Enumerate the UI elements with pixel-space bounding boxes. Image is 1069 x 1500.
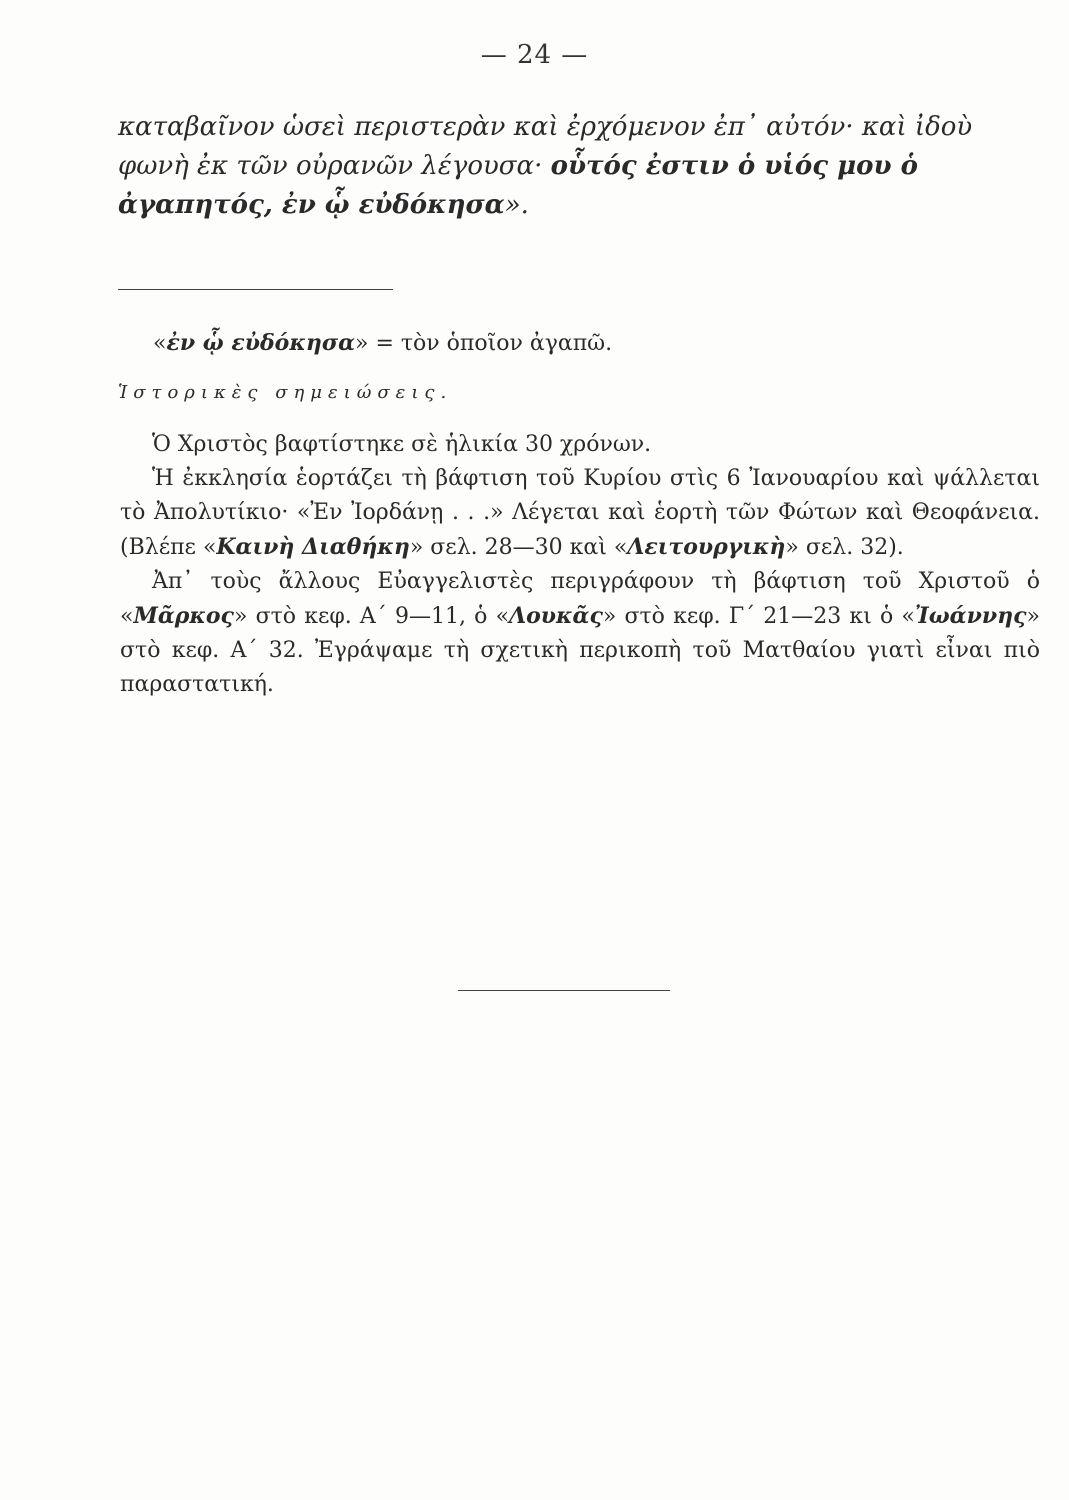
scripture-quote: οὗτός ἐστιν ὁ υἱός μου ὁ ἀγαπητός, ἐν ᾧ εὐδόκησα	[118, 151, 918, 220]
footnote-divider	[118, 289, 393, 290]
historical-notes	[120, 428, 1040, 702]
note-text: » στὸ κεφ. Γ΄ 21—23 κι ὁ «	[602, 604, 915, 629]
page-number: — 24 —	[480, 40, 589, 70]
scripture-quote-close: ».	[504, 190, 529, 220]
note-paragraph-3	[120, 565, 1040, 702]
section-end-rule	[458, 990, 670, 991]
note-paragraph-2	[120, 462, 1040, 565]
notes-heading: Ἱστορικὲς σημειώσεις.	[118, 382, 453, 403]
note-text: » σελ. 32).	[785, 535, 904, 560]
scripture-paragraph	[118, 108, 1018, 225]
evangelist-name: Λουκᾶς	[509, 603, 603, 629]
gloss-line	[153, 328, 612, 359]
note-text: » στὸ κεφ. Α΄ 9—11, ὁ «	[233, 604, 510, 629]
note-text: Ἡ ἐκκλησία ἑορτάζει τὴ βάφτιση τοῦ Κυρίου στὶς 6 Ἰανουαρίου καὶ ψάλλεται τὸ Ἀπολυτίκιο· «Ἐν Ἰορδάνῃ . . .» Λέγεται καὶ ἑορτὴ τῶν Φώτων καὶ Θεοφάνεια. (Βλέπε «	[120, 466, 1040, 560]
note-text: Ἀπ᾿ τοὺς ἄλλους Εὐαγγελιστὲς περιγράφουν τὴ βάφτιση τοῦ Χριστοῦ ὁ «	[120, 569, 1040, 629]
gloss-definition: » = τὸν ὁποῖον ἀγαπῶ.	[355, 331, 613, 356]
note-paragraph-1: Ὁ Χριστὸς βαφτίστηκε σὲ ἡλικία 30 χρόνων.	[152, 432, 652, 457]
evangelist-name: Ἰωάννης	[914, 603, 1027, 629]
note-text: » στὸ κεφ. Α΄ 32. Ἐγράψαμε τὴ σχετικὴ περικοπὴ τοῦ Ματθαίου γιατὶ εἶναι πιὸ παραστατική.	[120, 604, 1040, 697]
gloss-term: ἐν ᾧ εὐδόκησα	[166, 330, 355, 356]
note-text: » σελ. 28—30 καὶ «	[409, 535, 628, 560]
evangelist-name: Μᾶρκος	[133, 603, 234, 629]
book-title: Λειτουργικὴ	[627, 534, 786, 560]
book-title: Καινὴ Διαθήκη	[216, 534, 410, 560]
scripture-text: καταβαῖνον ὡσεὶ περιστερὰν καὶ ἐρχόμενον ἐπ᾿ αὐτόν· καὶ ἰδοὺ φωνὴ ἐκ τῶν οὐρανῶν λέγουσα·	[118, 112, 973, 181]
gloss-open: «	[153, 331, 167, 356]
